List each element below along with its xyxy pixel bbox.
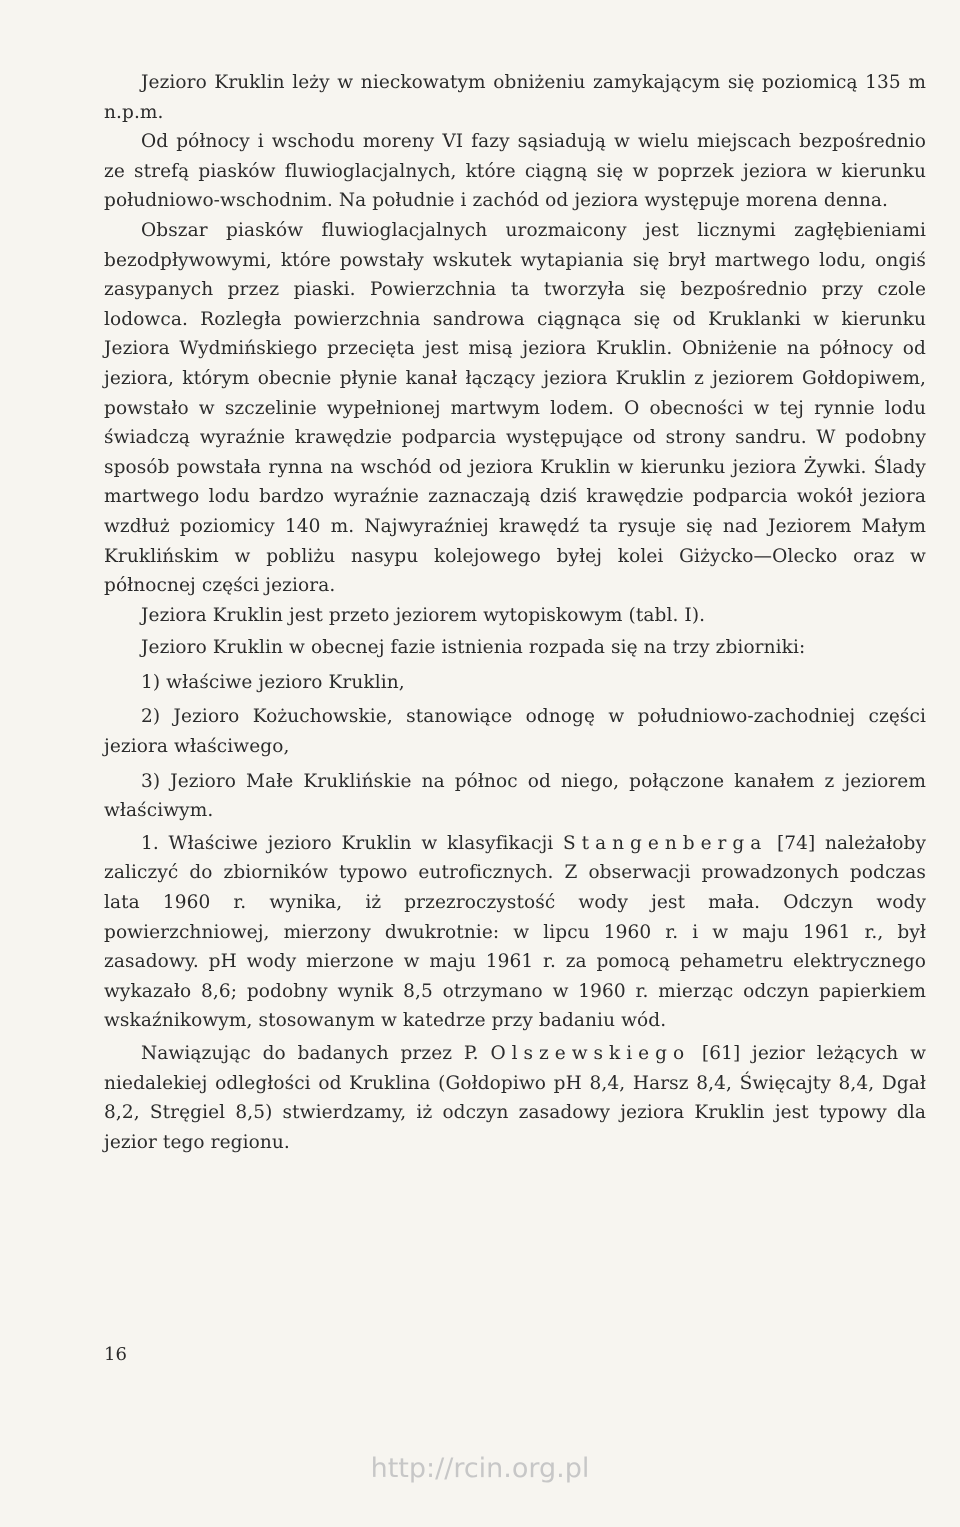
author-name-stangenberg: Stangenberga bbox=[563, 832, 768, 854]
paragraph-sandur: Obszar piasków fluwioglacjalnych urozmaicony jest licznymi zagłębieniami bezodpływowymi, które powstały wskutek wytapiania się brył martwego lodu, ongiś zasypanych przez piaski. Powierzchnia ta tworzyła się bezpośrednio przy czole lodowca. Rozległa powierzchnia sandrowa ciągnąca się od Kruklanki w kierunku Jeziora Wydmińskiego przecięta jest misą jeziora Kruklin. Obniżenie na północy od jeziora, którym obecnie płynie kanał łączący jeziora Kruklin z jeziorem Gołdopiwem, powstało w szczelinie wypełnionej martwym lodem. O obecności w tej rynnie lodu świadczą wyraźnie krawędzie podparcia występujące od strony sandru. W podobny sposób powstała rynna na wschód od jeziora Kruklin w kierunku jeziora Żywki. Ślady martwego lodu bardzo wyraźnie zaznaczają dziś krawędzie podparcia wokół jeziora wzdłuż poziomicy 140 m. Najwyraźniej krawędź ta rysuje się nad Jeziorem Małym Kruklińskim w pobliżu nasypu kolejowego byłej kolei Giżycko—Olecko oraz w północnej części jeziora. bbox=[104, 219, 926, 597]
paragraph-eutrophic bbox=[104, 829, 926, 1036]
page-body bbox=[104, 68, 926, 1157]
paragraph-eutrophic-start: 1. Właściwe jezioro Kruklin w klasyfikacji bbox=[141, 832, 554, 854]
paragraph-moraines: Od północy i wschodu moreny VI fazy sąsiadują w wielu miejscach bezpośrednio ze strefą piasków fluwioglacjalnych, które ciągną się w poprzek jeziora w kierunku południowo-wschodnim. Na południe i zachód od jeziora występuje morena denna. bbox=[104, 131, 926, 212]
author-name-olszewski: Olszewskiego bbox=[490, 1043, 691, 1064]
list-item-basin-3: 3) Jezioro Małe Kruklińskie na północ od niego, połączone kanałem z jeziorem właściwym. bbox=[104, 770, 926, 822]
list-item-basin-1: 1) właściwe jezioro Kruklin, bbox=[141, 671, 405, 693]
paragraph-eutrophic-rest: [74] należałoby zaliczyć do zbiorników typowo eutroficznych. Z obserwacji prowadzonych podczas lata 1960 r. wynika, iż przezroczystość wody jest mała. Odczyn wody powierzchniowej, mierzony dwukrotnie: w lipcu 1960 r. i w maju 1961 r., był zasadowy. pH wody mierzone w maju 1961 r. za pomocą pehametru elektrycznego wykazało 8,6; podobny wynik 8,5 otrzymano w 1960 r. mierząc odczyn papierkiem wskaźnikowym, stosowanym w katedrze przy badaniu wód. bbox=[104, 832, 927, 1032]
paragraph-ph-start: Nawiązując do badanych przez P. bbox=[141, 1043, 479, 1064]
paragraph-ph-comparison bbox=[104, 1039, 926, 1157]
list-item-basin-2: 2) Jezioro Kożuchowskie, stanowiące odnogę w południowo-zachodniej części jeziora właściwego, bbox=[104, 706, 926, 758]
footer-watermark-url: http://rcin.org.pl bbox=[370, 1453, 590, 1484]
paragraph-lake-type: Jeziora Kruklin jest przeto jeziorem wytopiskowym (tabl. I). bbox=[141, 604, 706, 626]
page-number: 16 bbox=[104, 1344, 127, 1365]
paragraph-ph-rest: [61] jezior leżących w niedalekiej odległości od Kruklina (Gołdopiwo pH 8,4, Harsz 8,4, Święcajty 8,4, Dgał 8,2, Stręgiel 8,5) stwierdzamy, iż odczyn zasadowy jeziora Kruklin jest typowy dla jezior tego regionu. bbox=[104, 1043, 926, 1153]
paragraph-location: Jezioro Kruklin leży w nieckowatym obniżeniu zamykającym się poziomicą 135 m n.p.m. bbox=[104, 72, 926, 123]
paragraph-basins-intro: Jezioro Kruklin w obecnej fazie istnienia rozpada się na trzy zbiorniki: bbox=[141, 637, 806, 659]
